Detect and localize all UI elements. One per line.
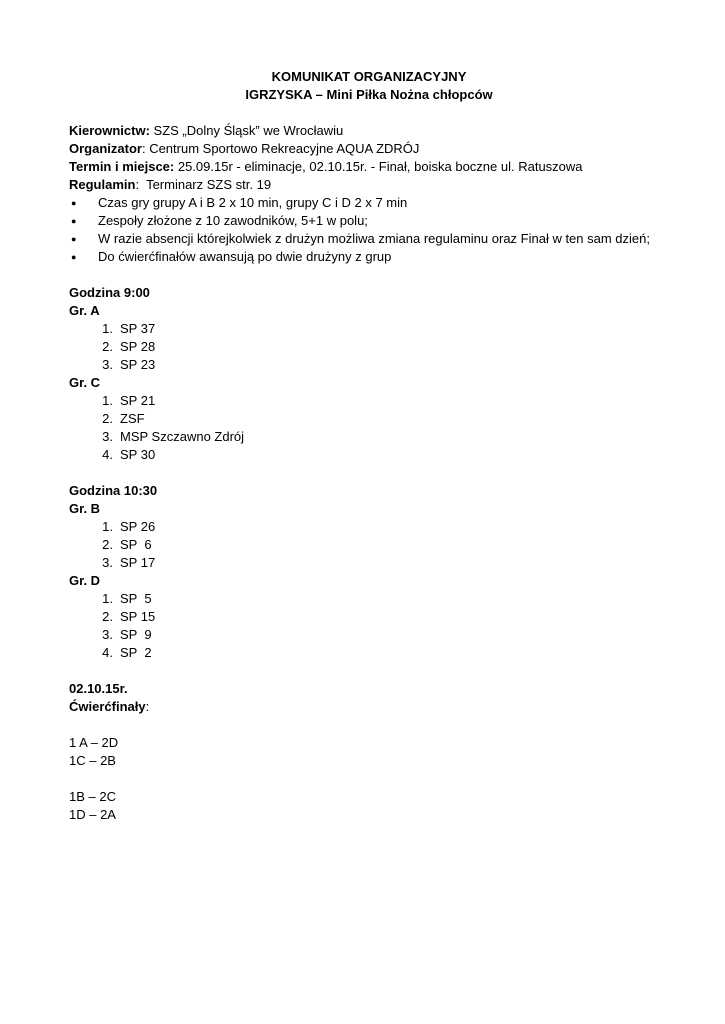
termin-line: [69, 158, 669, 176]
termin-label: Termin i miejsce:: [69, 159, 175, 174]
spacer: [69, 770, 669, 788]
group-a-list: [69, 320, 669, 374]
kierownictwo-label: Kierownictw:: [69, 123, 150, 138]
group-heading: Gr. D: [69, 573, 101, 588]
list-item: [69, 554, 669, 572]
team-name: ZSF: [120, 411, 145, 426]
item-number: 1.: [102, 393, 113, 408]
spacer: [69, 464, 669, 482]
item-number: 2.: [102, 609, 113, 624]
group-heading: Gr. A: [69, 303, 100, 318]
match-pair: 1 A – 2D: [69, 735, 119, 750]
team-name: SP 2: [120, 645, 152, 660]
organizator-label: Organizator: [69, 141, 142, 156]
list-item: [69, 446, 669, 464]
match-pair: 1B – 2C: [69, 789, 116, 804]
team-name: SP 28: [120, 339, 156, 354]
list-item: [69, 320, 669, 338]
item-number: 2.: [102, 411, 113, 426]
list-item: ● Do ćwierćfinałów awansują po dwie drużyny z grup: [69, 248, 669, 266]
organizator-line: [69, 140, 669, 158]
team-name: SP 5: [120, 591, 152, 606]
item-number: 1.: [102, 321, 113, 336]
kierownictwo-line: [69, 122, 669, 140]
item-number: 1.: [102, 519, 113, 534]
regulamin-value: : Terminarz SZS str. 19: [135, 177, 272, 192]
spacer: [69, 716, 669, 734]
termin-value: 25.09.15r - eliminacje, 02.10.15r. - Finał, boiska boczne ul. Ratuszowa: [174, 159, 583, 174]
quarterfinals-colon: :: [145, 699, 150, 714]
regulamin-label: Regulamin: [69, 177, 136, 192]
kierownictwo-value: SZS „Dolny Śląsk” we Wrocławiu: [149, 123, 344, 138]
spacer: [69, 104, 669, 122]
list-item: [69, 644, 669, 662]
document-subtitle: IGRZYSKA – Mini Piłka Nożna chłopców: [245, 87, 493, 102]
document-title: KOMUNIKAT ORGANIZACYJNY: [271, 69, 467, 84]
list-item: [69, 338, 669, 356]
group-heading: Gr. C: [69, 375, 101, 390]
group-d-list: [69, 590, 669, 662]
regulamin-line: [69, 176, 669, 194]
item-number: 3.: [102, 429, 113, 444]
quarterfinals-label: Ćwierćfinały: [69, 699, 146, 714]
item-number: 2.: [102, 537, 113, 552]
list-item: [69, 626, 669, 644]
list-item: [69, 428, 669, 446]
list-item: [69, 392, 669, 410]
item-number: 4.: [102, 645, 113, 660]
team-name: SP 26: [120, 519, 156, 534]
quarterfinals-heading: [69, 698, 669, 716]
group-heading: Gr. B: [69, 501, 101, 516]
list-item: [69, 410, 669, 428]
final-date: 02.10.15r.: [69, 681, 128, 696]
item-number: 3.: [102, 627, 113, 642]
list-item: ● Zespoły złożone z 10 zawodników, 5+1 w polu;: [69, 212, 669, 230]
team-name: SP 9: [120, 627, 152, 642]
team-name: SP 37: [120, 321, 156, 336]
list-item: [69, 356, 669, 374]
list-item: ● Czas gry grupy A i B 2 x 10 min, grupy C i D 2 x 7 min: [69, 194, 669, 212]
team-name: SP 23: [120, 357, 156, 372]
match-pair: 1D – 2A: [69, 807, 116, 822]
item-number: 3.: [102, 555, 113, 570]
item-number: 2.: [102, 339, 113, 354]
spacer: [69, 662, 669, 680]
session-time: Godzina 9:00: [69, 285, 150, 300]
item-number: 1.: [102, 591, 113, 606]
team-name: SP 17: [120, 555, 156, 570]
team-name: SP 15: [120, 609, 156, 624]
list-item: ● W razie absencji którejkolwiek z drużyn możliwa zmiana regulaminu oraz Finał w ten sam dzień;: [69, 230, 669, 248]
group-b-list: [69, 518, 669, 572]
team-name: SP 6: [120, 537, 152, 552]
spacer: [69, 266, 669, 284]
session-time: Godzina 10:30: [69, 483, 158, 498]
organizator-value: : Centrum Sportowo Rekreacyjne AQUA ZDRÓJ: [141, 141, 420, 156]
item-number: 3.: [102, 357, 113, 372]
document-page: [69, 68, 669, 824]
list-item: [69, 518, 669, 536]
list-item: [69, 590, 669, 608]
item-number: 4.: [102, 447, 113, 462]
team-name: SP 30: [120, 447, 156, 462]
team-name: SP 21: [120, 393, 156, 408]
match-pair: 1C – 2B: [69, 753, 116, 768]
list-item: [69, 536, 669, 554]
team-name: MSP Szczawno Zdrój: [120, 429, 245, 444]
group-c-list: [69, 392, 669, 464]
list-item: [69, 608, 669, 626]
rules-list: [69, 194, 669, 266]
